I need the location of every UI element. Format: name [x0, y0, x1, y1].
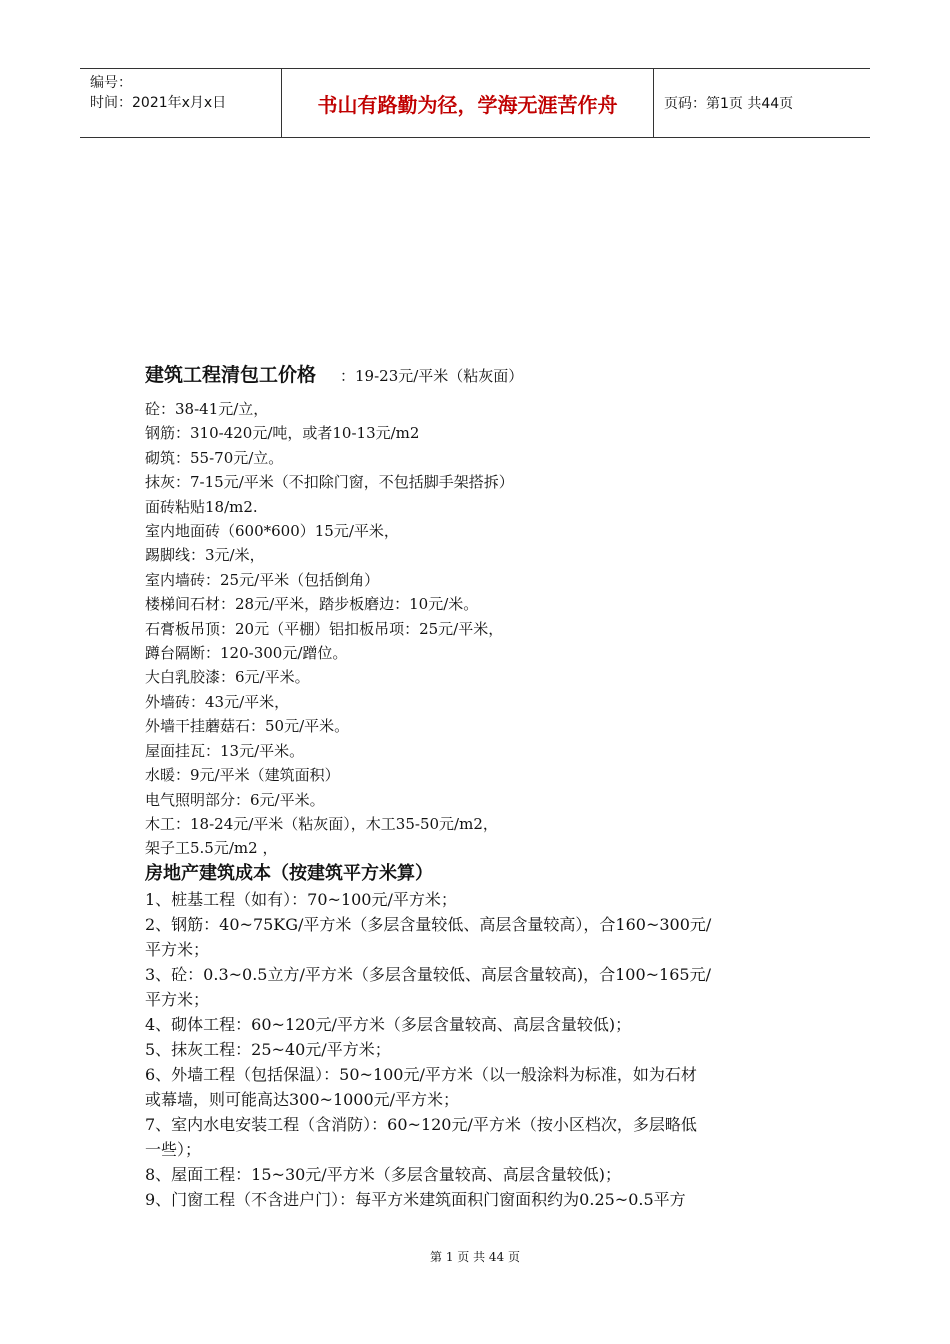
price-line: 外墙砖：43元/平米， — [145, 692, 290, 711]
header-meta — [80, 69, 282, 137]
price-line: 木工：18-24元/平米（粘灰面），木工35-50元/m2， — [145, 814, 498, 833]
page-header — [80, 68, 870, 138]
price-line: 钢筋：310-420元/吨，或者10-13元/m2 — [145, 424, 420, 443]
cost-line: 7、室内水电安装工程（含消防）：60~120元/平方米（按小区档次，多层略低 — [145, 1114, 697, 1134]
cost-line: 9、门窗工程（不含进户门）：每平方米建筑面积门窗面积约为0.25~0.5平方 — [145, 1189, 686, 1209]
price-line: 屋面挂瓦：13元/平米。 — [145, 741, 305, 760]
header-page-label: 页码：第1页 共44页 — [664, 96, 794, 112]
header-number-label: 编号： — [90, 75, 132, 91]
price-line: 外墙干挂蘑菇石：50元/平米。 — [145, 717, 350, 736]
doc-title-note: ：19-23元/平米（粘灰面） — [340, 367, 524, 385]
cost-line: 3、砼：0.3~0.5立方/平方米（多层含量较低、高层含量较高)，合100~165元/ — [145, 964, 711, 984]
price-line: 踢脚线：3元/米， — [145, 546, 265, 565]
cost-line: 2、钢筋：40~75KG/平方米（多层含量较低、高层含量较高），合160~300元/ — [145, 914, 712, 934]
price-line: 大白乳胶漆：6元/平米。 — [145, 668, 310, 687]
cost-line: 平方米； — [145, 939, 210, 959]
price-list — [145, 397, 815, 861]
cost-line: 平方米； — [145, 989, 210, 1009]
price-line: 电气照明部分：6元/平米。 — [145, 790, 325, 809]
price-line: 蹲台隔断：120-300元/蹭位。 — [145, 644, 348, 663]
cost-line: 6、外墙工程（包括保温）：50~100元/平方米（以一般涂料为标准，如为石材 — [145, 1064, 697, 1084]
price-line: 面砖粘贴18/m2. — [145, 497, 258, 516]
price-line: 石膏板吊顶：20元（平棚）铝扣板吊项：25元/平米， — [145, 619, 504, 638]
header-motto: 书山有路勤为径，学海无涯苦作舟 — [282, 69, 654, 137]
price-line: 抹灰：7-15元/平米（不扣除门窗，不包括脚手架搭拆） — [145, 473, 514, 492]
cost-line: 4、砌体工程：60~120元/平方米（多层含量较高、高层含量较低)； — [145, 1014, 632, 1034]
title-row — [145, 360, 815, 387]
price-line: 水暖：9元/平米（建筑面积） — [145, 766, 340, 785]
price-line: 砌筑：55-70元/立。 — [145, 448, 284, 467]
price-line: 楼梯间石材：28元/平米，踏步板磨边：10元/米。 — [145, 595, 479, 614]
cost-line: 8、屋面工程：15~30元/平方米（多层含量较高、高层含量较低)； — [145, 1164, 621, 1184]
price-line: 架子工5.5元/m2 ， — [145, 839, 278, 858]
doc-title: 建筑工程清包工价格 — [145, 364, 317, 386]
cost-line: 一些）； — [145, 1139, 202, 1159]
page-footer: 第 1 页 共 44 页 — [430, 1250, 520, 1264]
section2-title: 房地产建筑成本（按建筑平方米算） — [145, 862, 433, 884]
price-line: 室内地面砖（600*600）15元/平米， — [145, 522, 399, 541]
price-line: 砼：38-41元/立， — [145, 400, 269, 418]
cost-line: 或幕墙，则可能高达300~1000元/平方米； — [145, 1089, 460, 1109]
document-body — [145, 360, 815, 1212]
header-date-label: 时间：2021年x月x日 — [90, 95, 227, 111]
cost-list — [145, 887, 815, 1212]
cost-line: 5、抹灰工程：25~40元/平方米； — [145, 1039, 391, 1059]
price-line: 室内墙砖：25元/平米（包括倒角） — [145, 570, 380, 589]
cost-line: 1、桩基工程（如有）：70~100元/平方米； — [145, 889, 457, 909]
